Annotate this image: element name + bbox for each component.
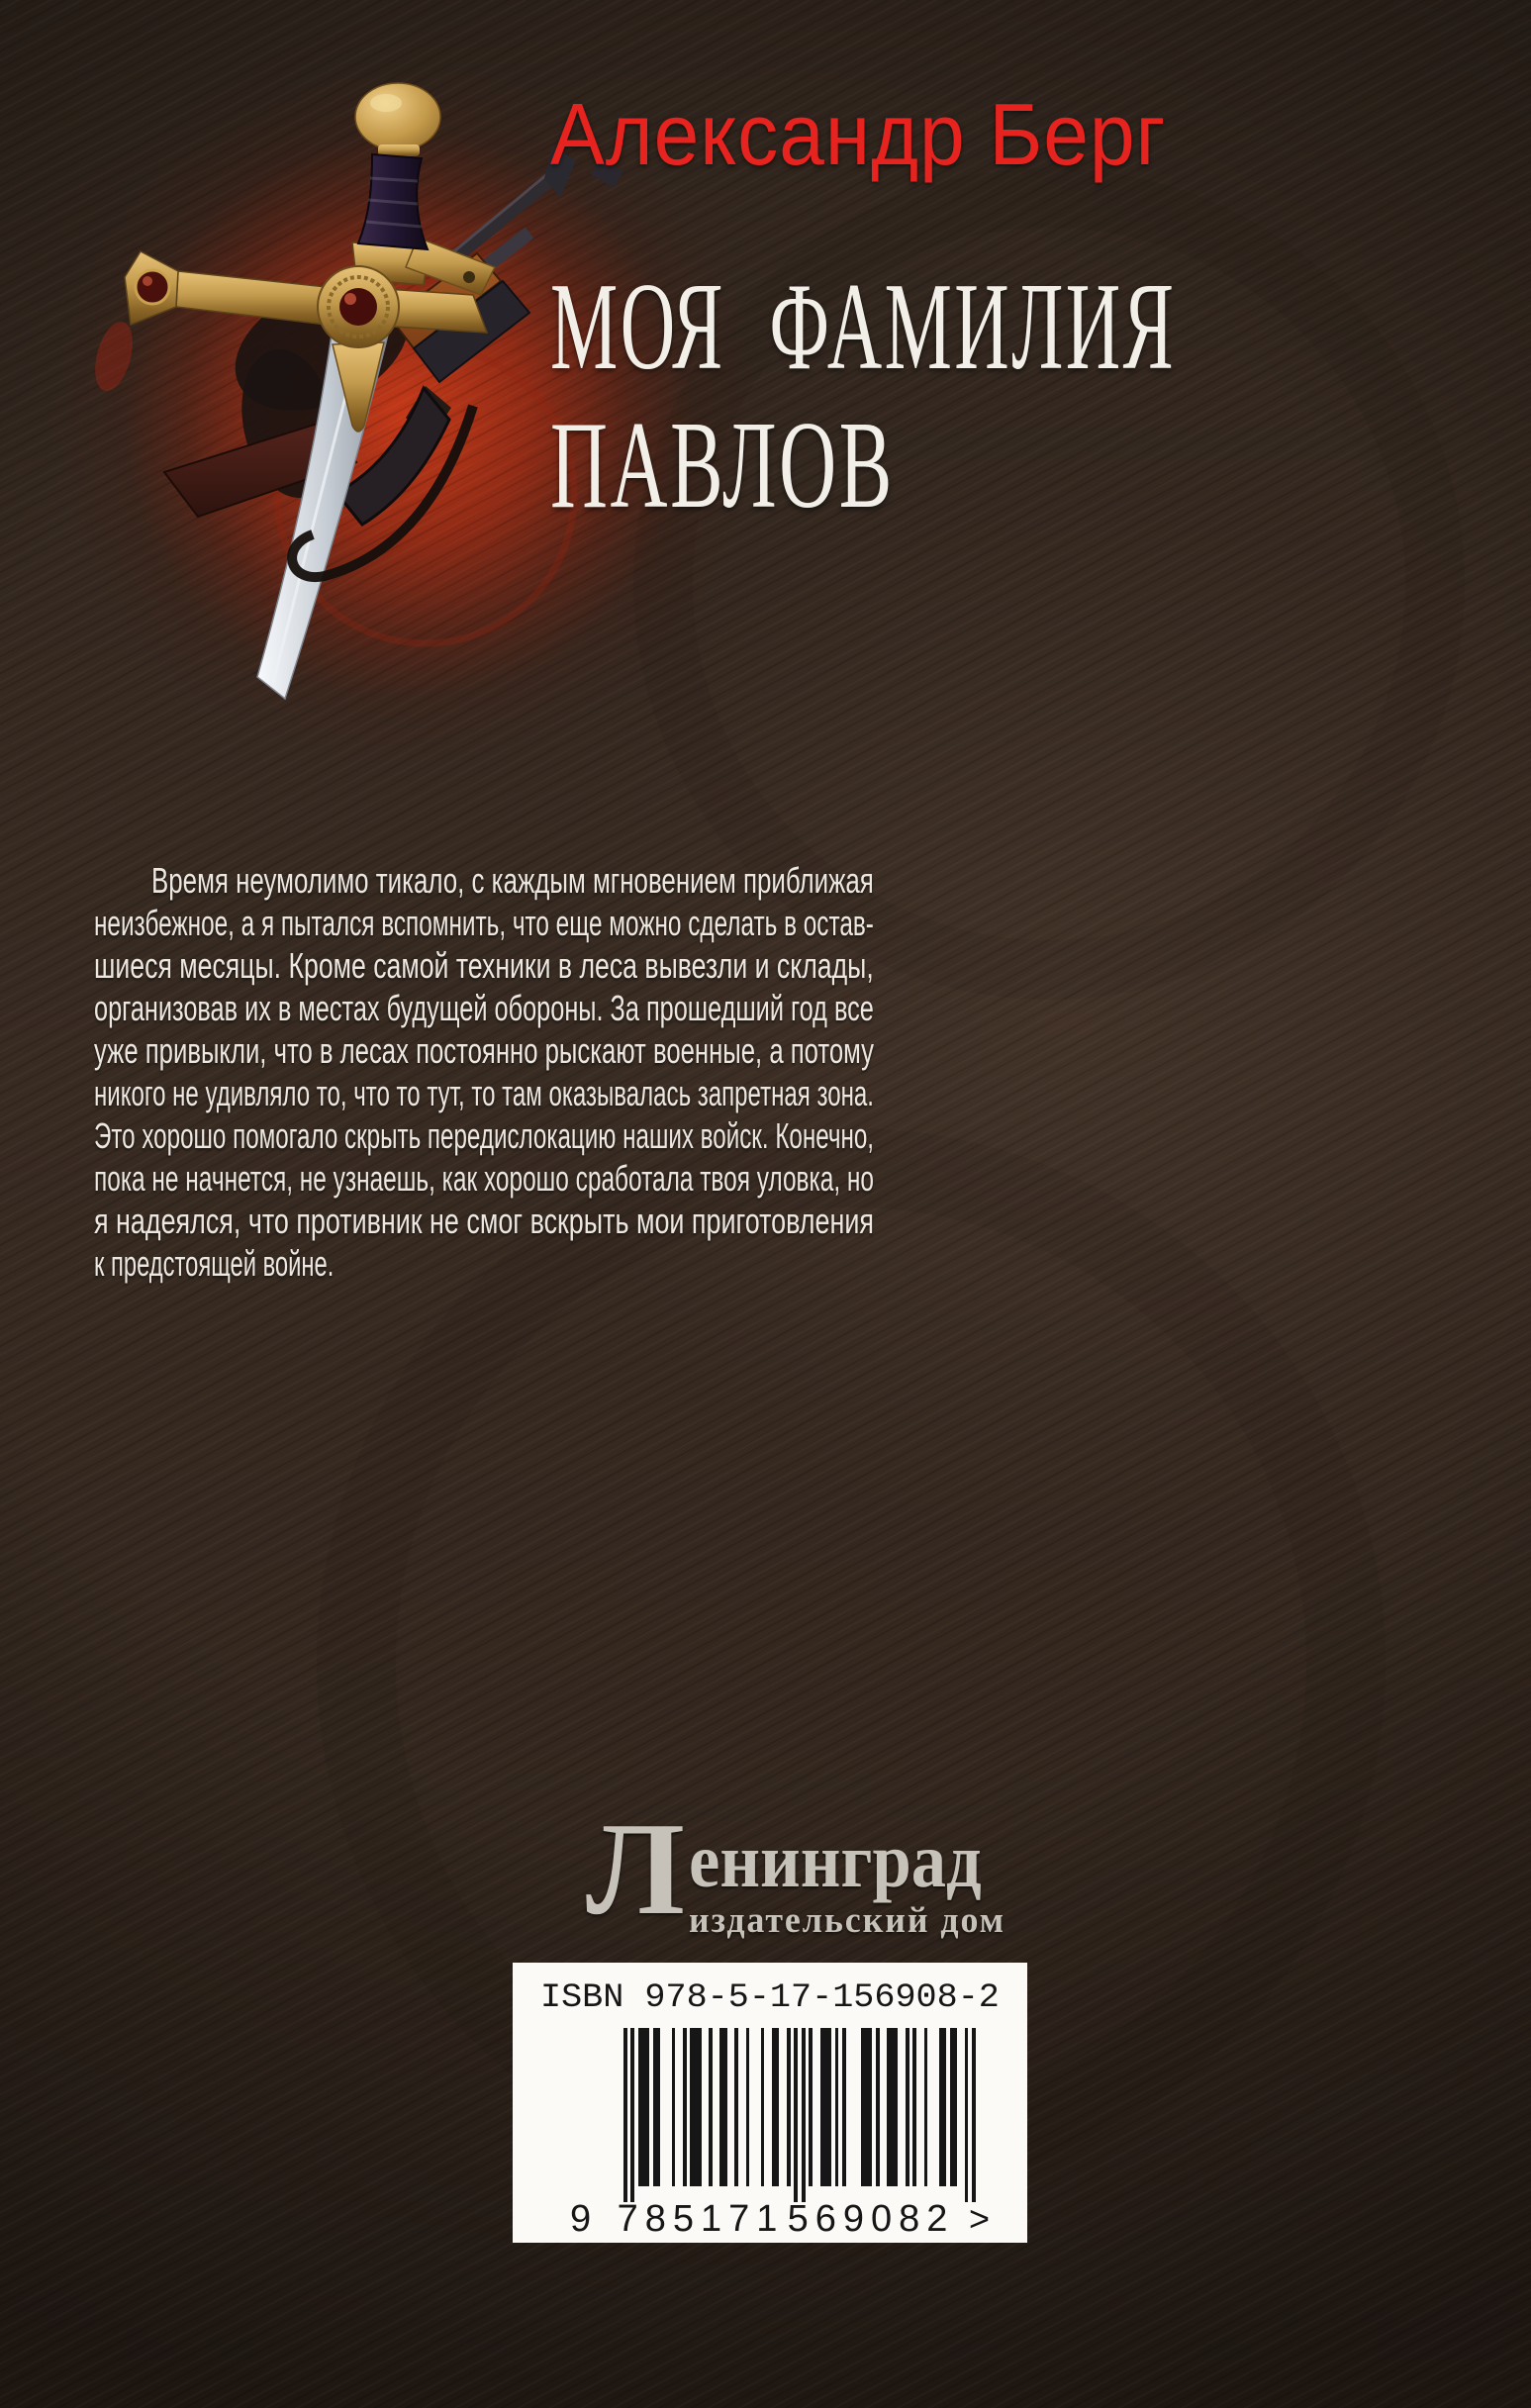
red-smear [88, 318, 139, 395]
annotation-line: неизбежное, а я пытался вспомнить, что еще можно сделать в остав- [94, 903, 874, 943]
publisher-logo [586, 1795, 1015, 1942]
annotation-line: организовав их в местах будущей обороны. За прошедший год все [94, 988, 874, 1028]
annotation-line: я надеялся, что противник не смог вскрыть мои приготовления [94, 1201, 874, 1241]
book-title-line1: МОЯ ФАМИЛИЯ [550, 258, 1177, 396]
annotation-line: уже привыкли, что в лесах постоянно рыскают военные, а потому [94, 1030, 874, 1071]
annotation-text [94, 859, 876, 1285]
annotation-line: к предстоящей войне. [94, 1243, 335, 1284]
barcode-digit-group1: 785171 [617, 2198, 785, 2240]
barcode-digits [570, 2200, 990, 2238]
book-title-line2: ПАВЛОВ [550, 397, 895, 534]
annotation-line: Это хорошо помогало скрыть передислокацию наших войск. Конечно, [94, 1115, 874, 1156]
author-name: Александр Берг [550, 85, 1167, 183]
ean13-barcode [623, 2028, 976, 2202]
isbn-barcode-box [513, 1963, 1027, 2243]
publisher-name: енинград [688, 1817, 982, 1903]
annotation-line: пока не начнется, не узнаешь, как хорошо сработала твоя уловка, но [94, 1158, 874, 1199]
isbn-number: ISBN 978-5-17-156908-2 [540, 1979, 1000, 2017]
barcode-lead-digit: 9 [570, 2198, 592, 2240]
publisher-initial-letter: Л [586, 1795, 685, 1942]
barcode-digit-group2: 569082 [787, 2198, 955, 2240]
annotation-line: Время неумолимо тикало, с каждым мгновением приближая [151, 860, 874, 901]
publisher-tagline: издательский дом [688, 1899, 1005, 1941]
annotation-line: шиеся месяцы. Кроме самой техники в леса вывезли и склады, [94, 945, 874, 986]
barcode-end-mark: > [968, 2198, 990, 2239]
annotation-line: никого не удивляло то, что то тут, то там оказывалась запретная зона. [94, 1073, 874, 1113]
